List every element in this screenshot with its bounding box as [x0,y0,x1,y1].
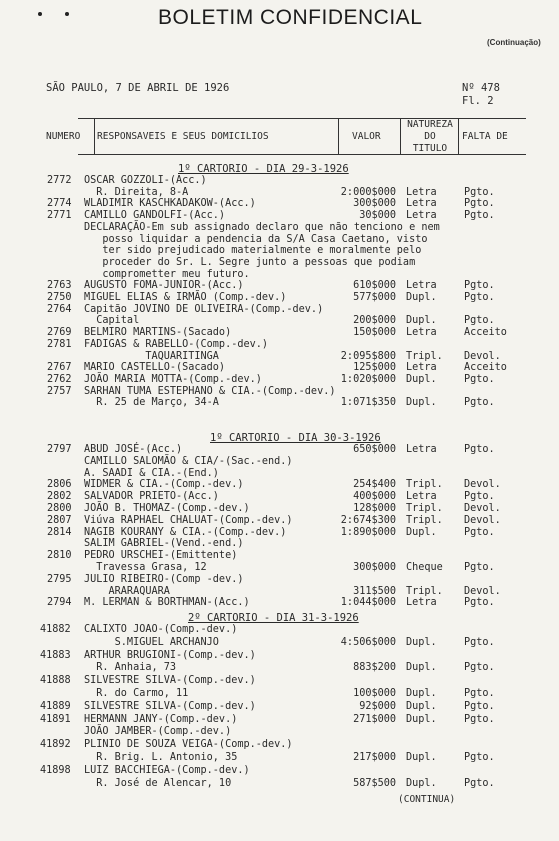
bullet-mark-left [38,12,42,16]
row-falta: Pgto. [464,688,495,699]
table-row [0,280,559,292]
row-valor: 2:000$000 [340,186,396,198]
row-valor: 1:890$000 [340,526,396,538]
row-responsavel: NAGIB KOURANY & CIA.-(Comp.-dev.) [84,526,287,538]
col-header-natureza-3: TITULO [412,143,448,154]
table-row [0,444,559,456]
row-falta: Pgto. [464,526,495,538]
row-responsavel: M. LERMAN & BORTHMAN-(Acc.) [84,597,250,609]
table-row [0,304,559,316]
row-natureza: Dupl. [406,688,437,699]
row-responsavel: proceder do Sr. L. Segre junto a pessoas que podiam [84,256,416,268]
row-number: 2802 [47,491,72,503]
row-responsavel: HERMANN JANY-(Comp.-dev.) [84,713,238,725]
sheet-number: Fl. 2 [462,95,494,107]
table-row [0,315,559,327]
row-responsavel: JOÃO MARIA MOTTA-(Comp.-dev.) [84,373,262,385]
row-number: 2774 [47,198,72,210]
row-responsavel: FADIGAS & RABELLO-(Comp.-dev.) [84,338,269,350]
row-responsavel: CAMILLO SALOMÃO & CIA/-(Sac.-end.) [84,455,293,467]
row-responsavel: Travessa Grasa, 12 [84,562,207,573]
document-title: BOLETIM CONFIDENCIAL [158,6,423,29]
row-responsavel: SALIM GABRIEL-(Vend.-end.) [84,538,244,550]
row-valor: 300$000 [353,562,396,573]
row-valor: 150$000 [353,327,396,339]
row-responsavel: ARARAQUARA [84,585,170,597]
table-row [0,624,559,636]
row-valor: 610$000 [353,280,396,292]
col-header-valor: VALOR [352,131,381,142]
row-number: 41883 [40,649,71,661]
row-valor: 311$500 [353,585,396,597]
row-number: 41898 [40,764,71,776]
row-valor: 217$000 [353,752,396,763]
row-number: 2814 [47,526,72,538]
row-falta: Pgto. [464,373,495,385]
row-responsavel: WLADIMIR KASCHKADAKOW-(Acc.) [84,198,256,210]
row-natureza: Cheque [406,562,443,573]
row-responsavel: JOÃO B. THOMAZ-(Comp.-dev.) [84,503,250,514]
row-number: 2795 [47,573,72,585]
row-natureza: Letra [406,210,437,222]
table-row [0,688,559,700]
continua-label: (CONTINUA) [398,794,456,805]
row-natureza: Dupl. [406,713,437,725]
table-row [0,527,559,539]
row-falta: Devol. [464,585,501,597]
table-row [0,752,559,764]
row-responsavel: SILVESTRE SILVA-(Comp.-dev.) [84,700,256,712]
table-row [0,675,559,687]
table-row [0,339,559,351]
row-number: 2763 [47,280,72,292]
row-falta: Pgto. [464,562,495,573]
row-number: 2771 [47,210,72,222]
table-row [0,515,559,527]
col-divider-2 [338,118,339,155]
row-valor: 128$000 [353,503,396,514]
section-title: 1º CARTORIO - DIA 30-3-1926 [210,432,381,444]
date-line: SÃO PAULO, 7 DE ABRIL DE 1926 [46,82,230,94]
col-divider-3 [400,118,401,155]
row-natureza: Dupl. [406,662,437,674]
row-responsavel: Viúva RAPHAEL CHALUAT-(Comp.-dev.) [84,514,293,526]
row-responsavel: R. do Carmo, 11 [84,688,189,699]
row-valor: 200$000 [353,315,396,327]
row-number: 2797 [47,444,72,455]
table-row [0,187,559,199]
row-natureza: Letra [406,327,437,339]
row-responsavel: R. Direita, 8-A [84,186,189,198]
col-divider-4 [458,118,459,155]
row-responsavel: TAQUARITINGA [84,350,219,362]
row-responsavel: MARIO CASTELLO-(Sacado) [84,362,226,374]
col-divider-1 [94,118,95,155]
row-responsavel: BELMIRO MARTINS-(Sacado) [84,327,232,339]
table-row [0,234,559,246]
table-row [0,726,559,738]
table-row [0,637,559,649]
row-falta: Pgto. [464,777,495,789]
row-number: 2800 [47,503,72,514]
table-row [0,597,559,609]
table-row [0,491,559,503]
row-valor: 1:071$350 [340,397,396,409]
row-falta: Pgto. [464,700,495,712]
table-row [0,292,559,304]
row-responsavel: ARTHUR BRUGIONI-(Comp.-dev.) [84,649,256,661]
row-falta: Pgto. [464,752,495,763]
table-row [0,198,559,210]
table-row [0,362,559,374]
row-valor: 254$400 [353,479,396,491]
row-natureza: Tripl. [406,503,443,514]
table-row [0,778,559,790]
table-row [0,765,559,777]
table-row [0,714,559,726]
row-responsavel: Capital [84,315,140,327]
row-responsavel: OSCAR GOZZOLI-(Acc.) [84,175,207,186]
row-responsavel: CALIXTO JOAO-(Comp.-dev.) [84,624,238,635]
row-responsavel: MIGUEL ELIAS & IRMÃO (Comp.-dev.) [84,292,287,303]
row-falta: Devol. [464,503,501,514]
table-row [0,245,559,257]
row-valor: 125$000 [353,362,396,374]
row-natureza: Dupl. [406,373,437,385]
row-falta: Pgto. [464,198,495,210]
table-row [0,550,559,562]
row-valor: 100$000 [353,688,396,699]
row-responsavel: PEDRO URSCHEI-(Emittente) [84,550,238,562]
row-natureza: Letra [406,597,437,609]
col-header-natureza-1: NATUREZA [407,119,453,130]
row-valor: 271$000 [353,713,396,725]
continuation-label: (Continuação) [487,38,541,47]
row-natureza: Letra [406,186,437,198]
row-falta: Pgto. [464,397,495,409]
row-valor: 883$200 [353,662,396,674]
row-natureza: Dupl. [406,526,437,538]
row-falta: Pgto. [464,662,495,674]
row-number: 2781 [47,338,72,350]
row-responsavel: DECLARAÇÃO-Em sub assignado declaro que não tenciono e nem [84,221,440,233]
table-row [0,210,559,222]
col-header-natureza-2: DO [424,131,436,142]
row-valor: 650$000 [353,444,396,455]
row-responsavel: comprometter meu futuro. [84,268,250,280]
row-natureza: Dupl. [406,315,437,327]
row-responsavel: posso liquidar a pendencia da S/A Casa Caetano, visto [84,233,428,245]
row-valor: 400$000 [353,491,396,503]
row-responsavel: AUGUSTO FOMA-JUNIOR-(Acc.) [84,280,244,292]
table-row [0,538,559,550]
row-falta: Pgto. [464,315,495,327]
row-number: 2794 [47,597,72,609]
table-row [0,257,559,269]
row-valor: 587$500 [353,777,396,789]
row-number: 2807 [47,514,72,526]
table-row [0,701,559,713]
table-row [0,503,559,515]
col-header-falta: FALTA DE [462,131,508,142]
row-falta: Pgto. [464,186,495,198]
row-natureza: Tripl. [406,350,443,362]
row-falta: Pgto. [464,636,495,648]
row-responsavel: ABUD JOSÉ-(Acc.) [84,444,183,455]
col-header-responsaveis: RESPONSAVEIS E SEUS DOMICILIOS [97,131,269,142]
row-natureza: Letra [406,444,437,455]
bullet-mark-right [65,12,69,16]
row-valor: 577$000 [353,292,396,303]
row-number: 41889 [40,700,71,712]
row-natureza: Tripl. [406,479,443,491]
table-row [0,374,559,386]
row-number: 2772 [47,175,72,186]
row-responsavel: SALVADOR PRIETO-(Acc.) [84,491,219,503]
row-responsavel: CAMILLO GANDOLFI-(Acc.) [84,210,226,222]
row-falta: Pgto. [464,280,495,292]
bulletin-number: Nº 478 [462,82,500,94]
row-number: 2757 [47,385,72,397]
row-falta: Pgto. [464,444,495,455]
row-number: 2810 [47,550,72,562]
row-responsavel: Capitão JOVINO DE OLIVEIRA-(Comp.-dev.) [84,303,324,315]
table-row [0,397,559,409]
row-natureza: Dupl. [406,700,437,712]
table-row [0,456,559,468]
row-responsavel: SARHAN TUMA ESTEPHANO & CIA.-(Comp.-dev.) [84,385,336,397]
table-row [0,574,559,586]
row-responsavel: JOÃO JAMBER-(Comp.-dev.) [84,726,232,738]
row-falta: Pgto. [464,597,495,609]
row-valor: 300$000 [353,198,396,210]
row-responsavel: R. Anhaia, 73 [84,662,177,674]
section-title: 1º CARTORIO - DIA 29-3-1926 [178,163,349,175]
row-number: 41892 [40,739,71,751]
row-natureza: Tripl. [406,585,443,597]
row-number: 2806 [47,479,72,491]
row-valor: 2:674$300 [340,514,396,526]
table-row [0,222,559,234]
row-number: 2762 [47,373,72,385]
row-falta: Pgto. [464,491,495,503]
table-row [0,479,559,491]
row-responsavel: R. Brig. L. Antonio, 35 [84,752,238,763]
row-responsavel: WIDMER & CIA.-(Comp.-dev.) [84,479,244,491]
row-natureza: Dupl. [406,292,437,303]
row-valor: 4:506$000 [340,636,396,648]
row-responsavel: ter sido prejudicado materialmente e moralmente pelo [84,245,422,257]
row-valor: 1:044$000 [340,597,396,609]
row-natureza: Letra [406,198,437,210]
row-falta: Acceito [464,362,507,374]
row-natureza: Letra [406,491,437,503]
row-responsavel: R. 25 de Março, 34-A [84,397,219,409]
table-row [0,586,559,598]
row-number: 2764 [47,303,72,315]
row-falta: Devol. [464,479,501,491]
table-row [0,662,559,674]
row-responsavel: SILVESTRE SILVA-(Comp.-dev.) [84,675,256,687]
row-number: 2750 [47,292,72,303]
col-header-numero: NUMERO [46,131,81,142]
table-row [0,562,559,574]
row-natureza: Letra [406,280,437,292]
row-responsavel: LUIZ BACCHIEGA-(Comp.-dev.) [84,764,250,776]
row-falta: Pgto. [464,713,495,725]
row-falta: Pgto. [464,210,495,222]
row-natureza: Letra [406,362,437,374]
row-natureza: Tripl. [406,514,443,526]
row-valor: 2:095$800 [340,350,396,362]
row-number: 2769 [47,327,72,339]
row-responsavel: JULIO RIBEIRO-(Comp -dev.) [84,573,244,585]
row-falta: Acceito [464,327,507,339]
row-responsavel: R. José de Alencar, 10 [84,777,232,789]
row-number: 41882 [40,624,71,635]
row-number: 2767 [47,362,72,374]
row-number: 41888 [40,675,71,687]
table-row [0,351,559,363]
section-title: 2º CARTORIO - DIA 31-3-1926 [188,612,359,624]
row-valor: 1:020$000 [340,373,396,385]
row-responsavel: S.MIGUEL ARCHANJO [84,636,219,648]
row-valor: 92$000 [359,700,396,712]
table-row [0,269,559,281]
table-row [0,468,559,480]
row-responsavel: A. SAADI & CIA.-(End.) [84,467,219,479]
row-natureza: Dupl. [406,752,437,763]
row-falta: Pgto. [464,292,495,303]
table-row [0,175,559,187]
table-row [0,650,559,662]
table-row [0,327,559,339]
row-natureza: Dupl. [406,636,437,648]
row-responsavel: PLINIO DE SOUZA VEIGA-(Comp.-dev.) [84,739,293,751]
row-falta: Devol. [464,514,501,526]
row-natureza: Dupl. [406,777,437,789]
table-row [0,739,559,751]
row-number: 41891 [40,713,71,725]
row-natureza: Dupl. [406,397,437,409]
table-row [0,386,559,398]
row-falta: Devol. [464,350,501,362]
row-valor: 30$000 [359,210,396,222]
